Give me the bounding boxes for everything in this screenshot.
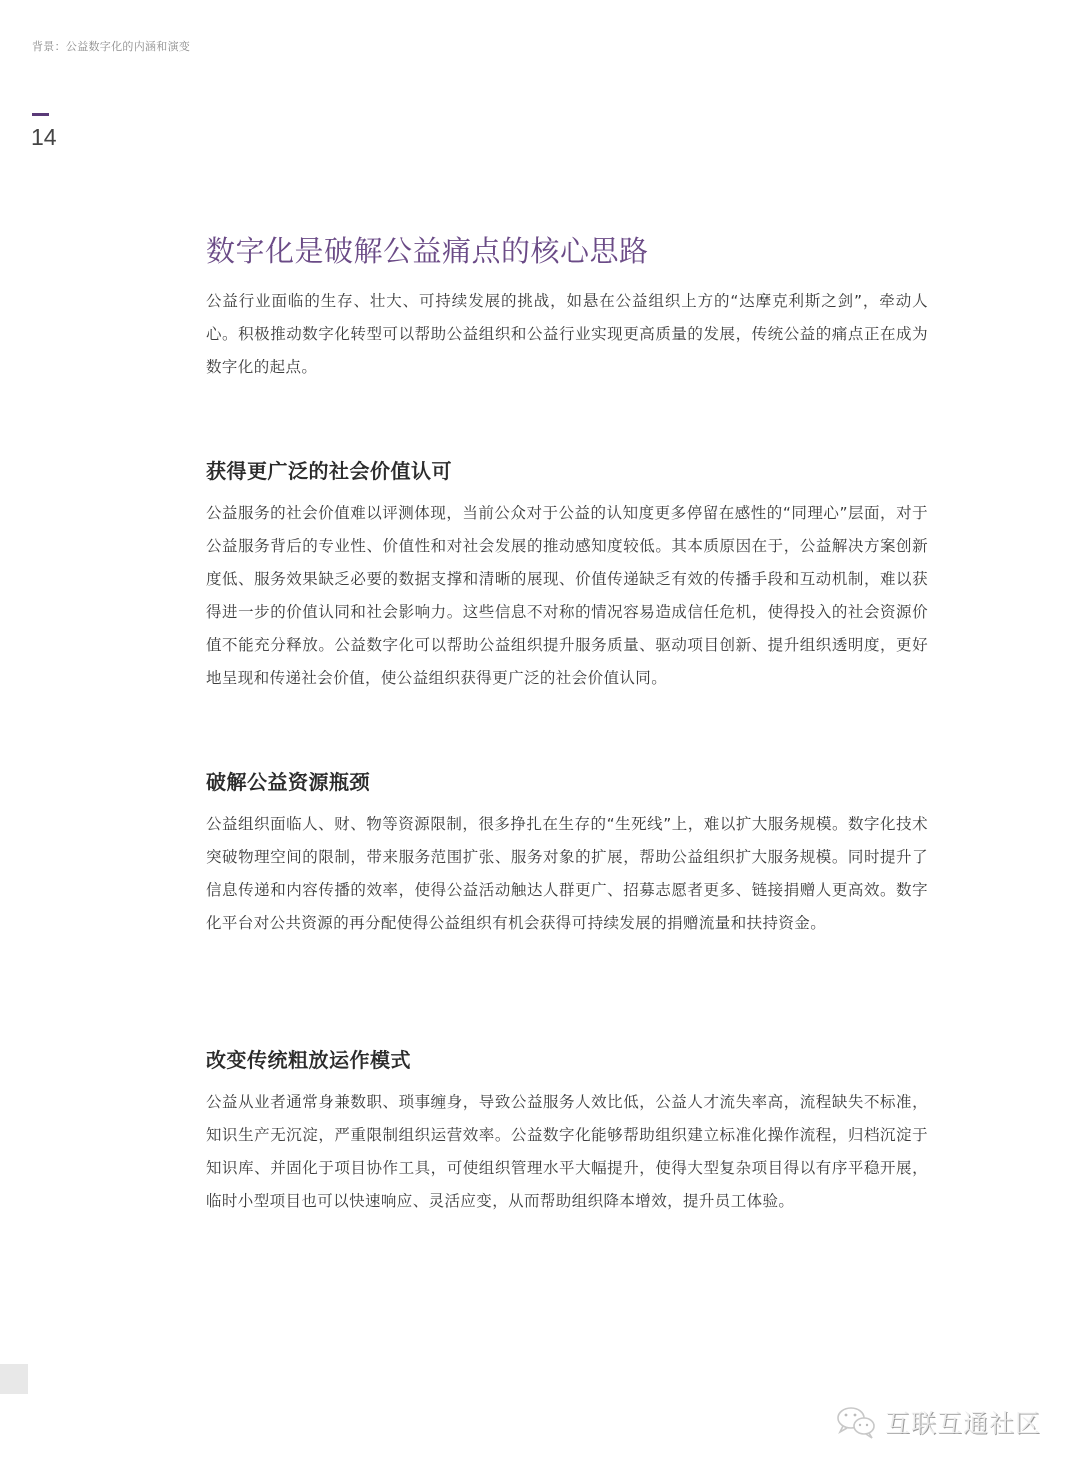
watermark: [835, 1402, 1041, 1442]
section-heading-operation-mode: 改变传统粗放运作模式: [206, 1048, 411, 1072]
page-number-accent-bar: [32, 113, 49, 116]
wechat-icon: [835, 1404, 879, 1440]
page-number: 14: [31, 124, 57, 150]
section-body-operation-mode: 公益从业者通常身兼数职、琐事缠身，导致公益服务人效比低，公益人才流失率高，流程缺失不标准，知识生产无沉淀，严重限制组织运营效率。公益数字化能够帮助组织建立标准化操作流程，归档沉淀于知识库、并固化于项目协作工具，可使组织管理水平大幅提升，使得大型复杂项目得以有序平稳开展，临时小型项目也可以快速响应、灵活应变，从而帮助组织降本增效，提升员工体验。: [206, 1093, 928, 1210]
section-body-social-value: 公益服务的社会价值难以评测体现，当前公众对于公益的认知度更多停留在感性的“同理心”层面，对于公益服务背后的专业性、价值性和对社会发展的推动感知度较低。其本质原因在于，公益解决方案创新度低、服务效果缺乏必要的数据支撑和清晰的展现、价值传递缺乏有效的传播手段和互动机制，难以获得进一步的价值认同和社会影响力。这些信息不对称的情况容易造成信任危机，使得投入的社会资源价值不能充分释放。公益数字化可以帮助公益组织提升服务质量、驱动项目创新、提升组织透明度，更好地呈现和传递社会价值，使公益组织获得更广泛的社会价值认同。: [206, 504, 928, 687]
running-header: 背景：公益数字化的内涵和演变: [32, 40, 191, 53]
section-body-resource-bottleneck: 公益组织面临人、财、物等资源限制，很多挣扎在生存的“生死线”上，难以扩大服务规模。数字化技术突破物理空间的限制，带来服务范围扩张、服务对象的扩展，帮助公益组织扩大服务规模。同时提升了信息传递和内容传播的效率，使得公益活动触达人群更广、招募志愿者更多、链接捐赠人更高效。数字化平台对公共资源的再分配使得公益组织有机会获得可持续发展的捐赠流量和扶持资金。: [206, 815, 928, 932]
page-title: 数字化是破解公益痛点的核心思路: [206, 234, 649, 268]
side-page-tab: [0, 1364, 28, 1394]
intro-paragraph: 公益行业面临的生存、壮大、可持续发展的挑战，如悬在公益组织上方的“达摩克利斯之剑”，牵动人心。积极推动数字化转型可以帮助公益组织和公益行业实现更高质量的发展，传统公益的痛点正在成为数字化的起点。: [206, 292, 928, 376]
watermark-text: 互联互通社区: [885, 1409, 1042, 1438]
section-heading-resource-bottleneck: 破解公益资源瓶颈: [206, 770, 370, 794]
section-heading-social-value: 获得更广泛的社会价值认可: [206, 459, 452, 483]
